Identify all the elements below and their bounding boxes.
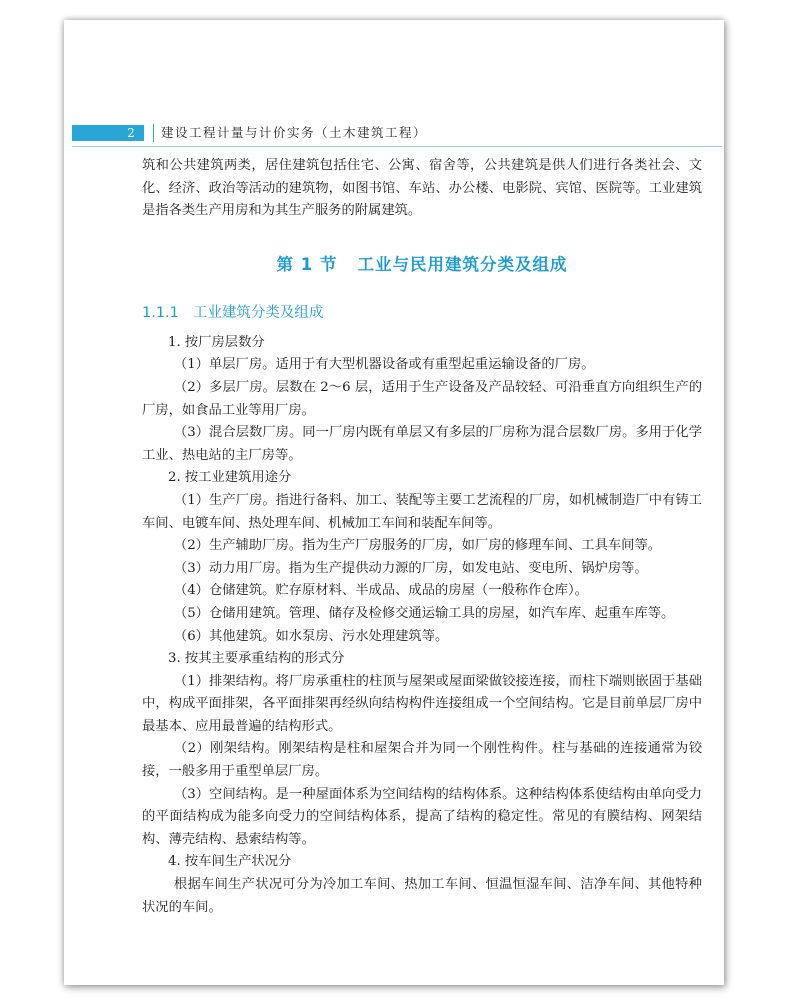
body-paragraph: （1）单层厂房。适用于有大型机器设备或有重型起重运输设备的厂房。 bbox=[173, 357, 595, 373]
body-paragraph: （6）其他建筑。如水泵房、污水处理建筑等。 bbox=[173, 628, 449, 644]
running-header bbox=[72, 123, 722, 145]
list-heading: 1. 按厂房层数分 bbox=[168, 334, 265, 350]
header-rule bbox=[72, 146, 722, 147]
subsection-title bbox=[142, 301, 702, 322]
section-title-text: 工业与民用建筑分类及组成 bbox=[357, 254, 568, 274]
list-heading: 3. 按其主要承重结构的形式分 bbox=[168, 651, 345, 667]
subsection-title-text: 工业建筑分类及组成 bbox=[192, 304, 324, 321]
section-number: 第 1 节 bbox=[276, 254, 338, 274]
body-paragraph: （1）生产厂房。指进行备料、加工、装配等主要工艺流程的厂房，如机械制造厂中有铸工车间、电镀车间、热处理车间、机械加工车间和装配车间等。 bbox=[142, 492, 702, 531]
page-content bbox=[142, 155, 702, 919]
body-text bbox=[142, 332, 702, 919]
body-paragraph: （3）动力用厂房。指为生产提供动力源的厂房，如发电站、变电所、锅炉房等。 bbox=[173, 560, 648, 576]
body-paragraph: （3）混合层数厂房。同一厂房内既有单层又有多层的厂房称为混合层数厂房。多用于化学工业、热电站的主厂房等。 bbox=[142, 425, 702, 463]
subsection-number: 1.1.1 bbox=[142, 304, 179, 321]
section-title bbox=[142, 251, 702, 275]
list-heading: 2. 按工业建筑用途分 bbox=[168, 470, 292, 486]
book-title: 建设工程计量与计价实务（土木建筑工程） bbox=[161, 125, 428, 140]
body-paragraph: （3）空间结构。是一种屋面体系为空间结构的结构体系。这种结构体系使结构由单向受力的平面结构成为能多向受力的空间结构体系，提高了结构的稳定性。常见的有膜结构、网架结构、薄壳结构、悬索结构等。 bbox=[142, 786, 702, 847]
body-paragraph: （2）生产辅助厂房。指为生产厂房服务的厂房，如厂房的修理车间、工具车间等。 bbox=[173, 538, 662, 554]
header-divider bbox=[153, 124, 154, 142]
body-paragraph: （1）排架结构。将厂房承重柱的柱顶与屋架或屋面梁做铰接连接，而柱下端则嵌固于基础中，构成平面排架，各平面排架再经纵向结构构件连接组成一个空间结构。它是目前单层厂房中最基本、应用最普遍的结构形式。 bbox=[142, 673, 702, 734]
list-heading: 4. 按车间生产状况分 bbox=[168, 854, 292, 870]
intro-paragraph: 筑和公共建筑两类，居住建筑包括住宅、公寓、宿舍等，公共建筑是供人们进行各类社会、文化、经济、政治等活动的建筑物，如图书馆、车站、办公楼、电影院、宾馆、医院等。工业建筑是指各类生产用房和为其生产服务的附属建筑。 bbox=[142, 158, 702, 219]
body-paragraph: （2）刚架结构。刚架结构是柱和屋架合并为同一个刚性构件。柱与基础的连接通常为铰接，一般多用于重型单层厂房。 bbox=[142, 741, 702, 780]
body-paragraph: 根据车间生产状况可分为冷加工车间、热加工车间、恒温恒湿车间、洁净车间、其他特种状况的车间。 bbox=[142, 877, 702, 915]
body-paragraph: （5）仓储用建筑。管理、储存及检修交通运输工具的房屋，如汽车库、起重车库等。 bbox=[173, 605, 675, 621]
body-paragraph: （2）多层厂房。层数在 2～6 层，适用于生产设备及产品较轻、可沿垂直方向组织生产的厂房，如食品工业等用厂房。 bbox=[142, 379, 702, 418]
book-page bbox=[64, 20, 724, 985]
page-number: 2 bbox=[127, 126, 135, 140]
body-paragraph: （4）仓储建筑。贮存原材料、半成品、成品的房屋（一般称作仓库）。 bbox=[173, 583, 588, 599]
